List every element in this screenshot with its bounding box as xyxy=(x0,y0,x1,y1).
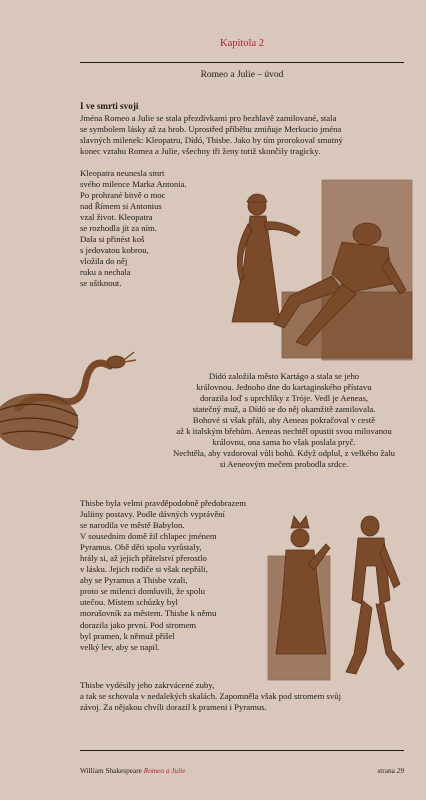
footer-author: William Shakespeare xyxy=(80,766,142,775)
chapter-title: Kapitola 2 xyxy=(219,38,265,49)
kleopatra-antonius-illustration xyxy=(192,172,418,364)
page-subtitle: Romeo a Julie – úvod xyxy=(200,70,284,80)
paragraph-intro: Jména Romeo a Julie se stala přezdívkami pro bezhlavě zamilované, stala se symbolem lásky až za hrob. Uprostřed příběhu zmiňuje Merkucio jména slavných milenek: Kleopatru, Dídó, Thisbe. Jako by tím prorokoval smutný konec vztahu Romea a Julie, všechny tři ženy totiž skončily tragicky. xyxy=(80,113,343,157)
snake-basket-illustration xyxy=(0,338,150,458)
footer-work: Romeo a Julie xyxy=(143,766,186,775)
section-heading: I ve smrti svoji xyxy=(80,101,139,111)
footer-book-title xyxy=(80,766,186,775)
paragraph-dido: Dídó založila město Kartágo a stala se jeho královnou. Jednoho dne do kartaginského přístavu dorazila loď s uprchlíky z Tróje. Vedl je Aeneas, statečný muž, a Dídó se do něj okamžitě zamilovala. Bohové si však přáli, aby Aeneas pokračoval v cestě až k italským břehům. Aeneas nechtěl opustit svou milovanou královnu, ona sama ho však poslala pryč. Nechtěla, aby vzdoroval vůli bohů. Když odplul, z velkého žalu si Aeneovým mečem probodla srdce. xyxy=(173,371,395,470)
page-number: 29 xyxy=(396,766,404,775)
paragraph-thisbe: Thisbe byla velmi pravděpodobně předobrazem Juliiny postavy. Podle dávných vyprávění se narodila ve městě Babylon. V sousedním domě žil chlapec jménem Pyramus. Obě děti spolu vyrůstaly, hrály si, až jejich přátelství přerostlo v lásku. Jejich rodiče si však nepřáli, aby se Pyramus a Thisbe vzali, proto se milenci domluvili, že spolu utečou. Místem schůzky byl morušovník za městem. Thisbe k němu dorazila jako první. Pod stromem byl pramen, k němuž přišel velký lev, aby se napil. xyxy=(80,498,246,652)
paragraph-thisbe-continued: Thisbe vydésily jeho zakrvácené zuby, a tak se schovala v nedalekých skalách. Zapomněla však pod stromem svůj závoj. Za nějakou chvíli dorazil k prameni i Pyramus. xyxy=(80,680,342,713)
thisbe-pyramus-illustration xyxy=(262,504,412,682)
page-label: strana xyxy=(377,766,395,775)
footer-page-number xyxy=(377,766,404,775)
header-rule xyxy=(80,62,404,63)
paragraph-kleopatra: Kleopatra neunesla smrt svého milence Marka Antonia. Po prohrané bitvě o moc nad Římem si Antonius vzal život. Kleopatra se rozhodla jít za ním. Dala si přinést koš s jedovatou kobrou, vložila do něj ruku a nechala se uštknout. xyxy=(80,168,187,289)
footer-rule xyxy=(80,750,404,751)
